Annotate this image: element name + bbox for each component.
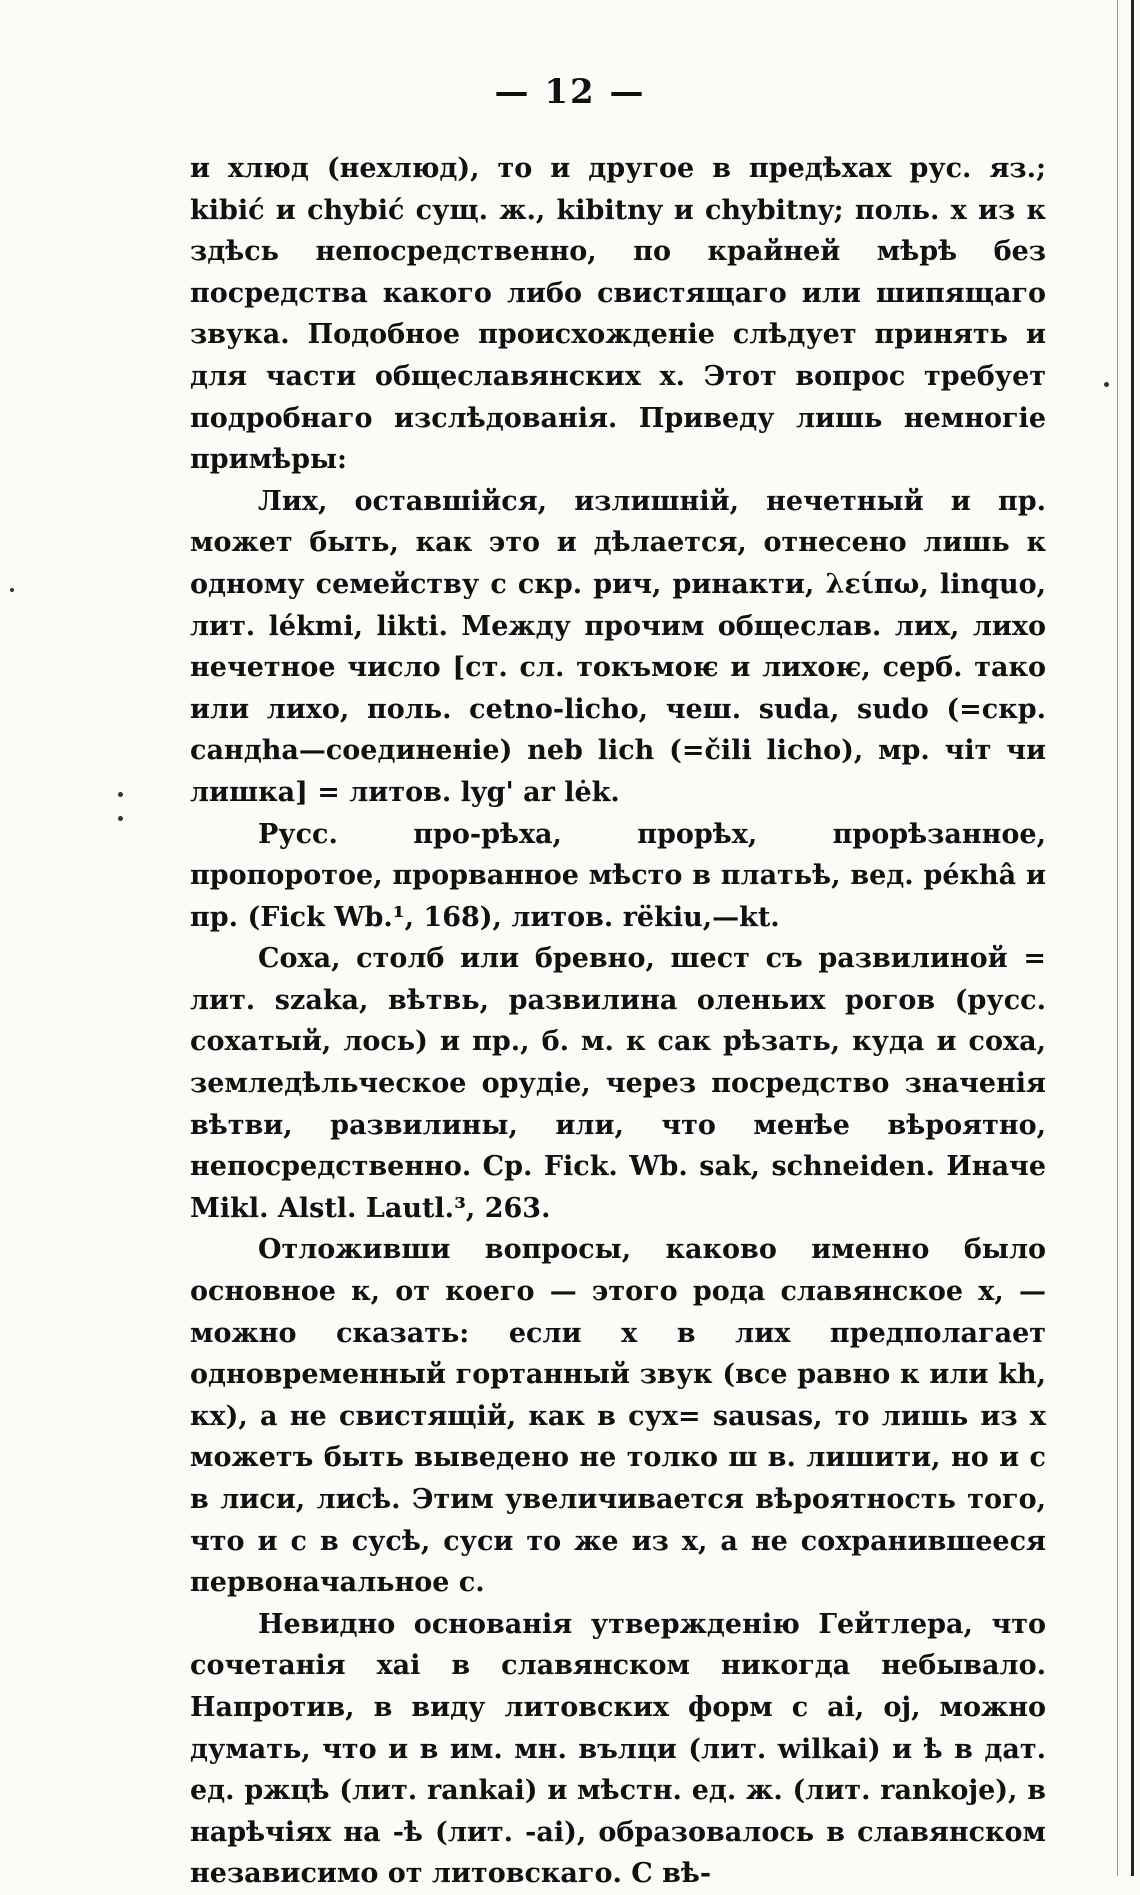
book-spine-edge (1131, 0, 1134, 1876)
paragraph-3: Русс. про-рѣха, прорѣх, прорѣзанное, пропоротое, прорванное мѣсто в платьѣ, вед. рéкhâ и пр. (Fick Wb.¹, 168), литов. rëkiu,—kt. (190, 818, 1046, 933)
paragraph-5: Отложивши вопросы, каково именно было основное к, от коего — этого рода славянское х, — можно сказать: если х в лих предполагает одновременный гортанный звук (все равно к или kh, кх), а не свистящій, как в сух= sausas, то лишь из х можетъ быть выведено не толко ш в. лишити, но и с в лиси, лисѣ. Этим увеличивается вѣроятность того, что и с в сусѣ, суси то же из х, а не сохранившееся первоначальное с. (190, 1234, 1046, 1599)
paragraph-6: Невидно основанія утвержденію Гейтлера, что сочетанія хаі в славянском никогда небывало. Напротив, в виду литовских форм с ai, oj, можно думать, что и в им. мн. вълци (лит. wilkai) и ѣ в дат. ед. ржцѣ (лит. rankai) и мѣстн. ед. ж. (лит. rankoje), в нарѣчіях на -ѣ (лит. -ai), образовалось в славянском независимо от литовскаго. С вѣ- (190, 1608, 1046, 1890)
ink-speck (1104, 382, 1109, 387)
page-edge-line (1117, 0, 1118, 1876)
body-text (190, 148, 1046, 1895)
paragraph-1: и хлюд (нехлюд), то и другое в предѣхах рус. яз.; kibić и chybić сущ. ж., kibitny и chybitny; поль. x из к здѣсь непосредственно, по крайней мѣрѣ без посредства какого либо свистящаго или шипящаго звука. Подобное происхожденіе слѣдует принять и для части общеславянских х. Этот вопрос требует подробнаго изслѣдованія. Приведу лишь немногіе примѣры: (190, 153, 1046, 476)
page-number: — 12 — (494, 72, 646, 112)
paragraph-4: Соха, столб или бревно, шест съ развилиной = лит. szaka, вѣтвь, развилина оленьих рогов (русс. сохатый, лось) и пр., б. м. к сак рѣзать, куда и соха, земледѣльческое орудіе, через посредство значенія вѣтви, развилины, или, что менѣе вѣроятно, непосредственно. Ср. Fick. Wb. sak, schneiden. Иначе Mikl. Alstl. Lautl.³, 263. (190, 943, 1046, 1224)
ink-speck (118, 816, 123, 821)
ink-speck (118, 792, 123, 797)
paragraph-2: Лих, оставшійся, излишній, нечетный и пр. может быть, как это и дѣлается, отнесено лишь к одному семейству с скр. рич, ринакти, λείπω, linquo, лит. lékmi, likti. Между прочим общеслав. лих, лихо нечетное число [ст. сл. токъмоѥ и лихоѥ, серб. тако или лихо, поль. cetno-licho, чеш. suda, sudo (=скр. сандhа—соединеніе) neb lich (=čili licho), мр. чіт чи лишка] = литов. lyg' ar lėk. (190, 485, 1046, 808)
ink-speck (10, 588, 14, 592)
